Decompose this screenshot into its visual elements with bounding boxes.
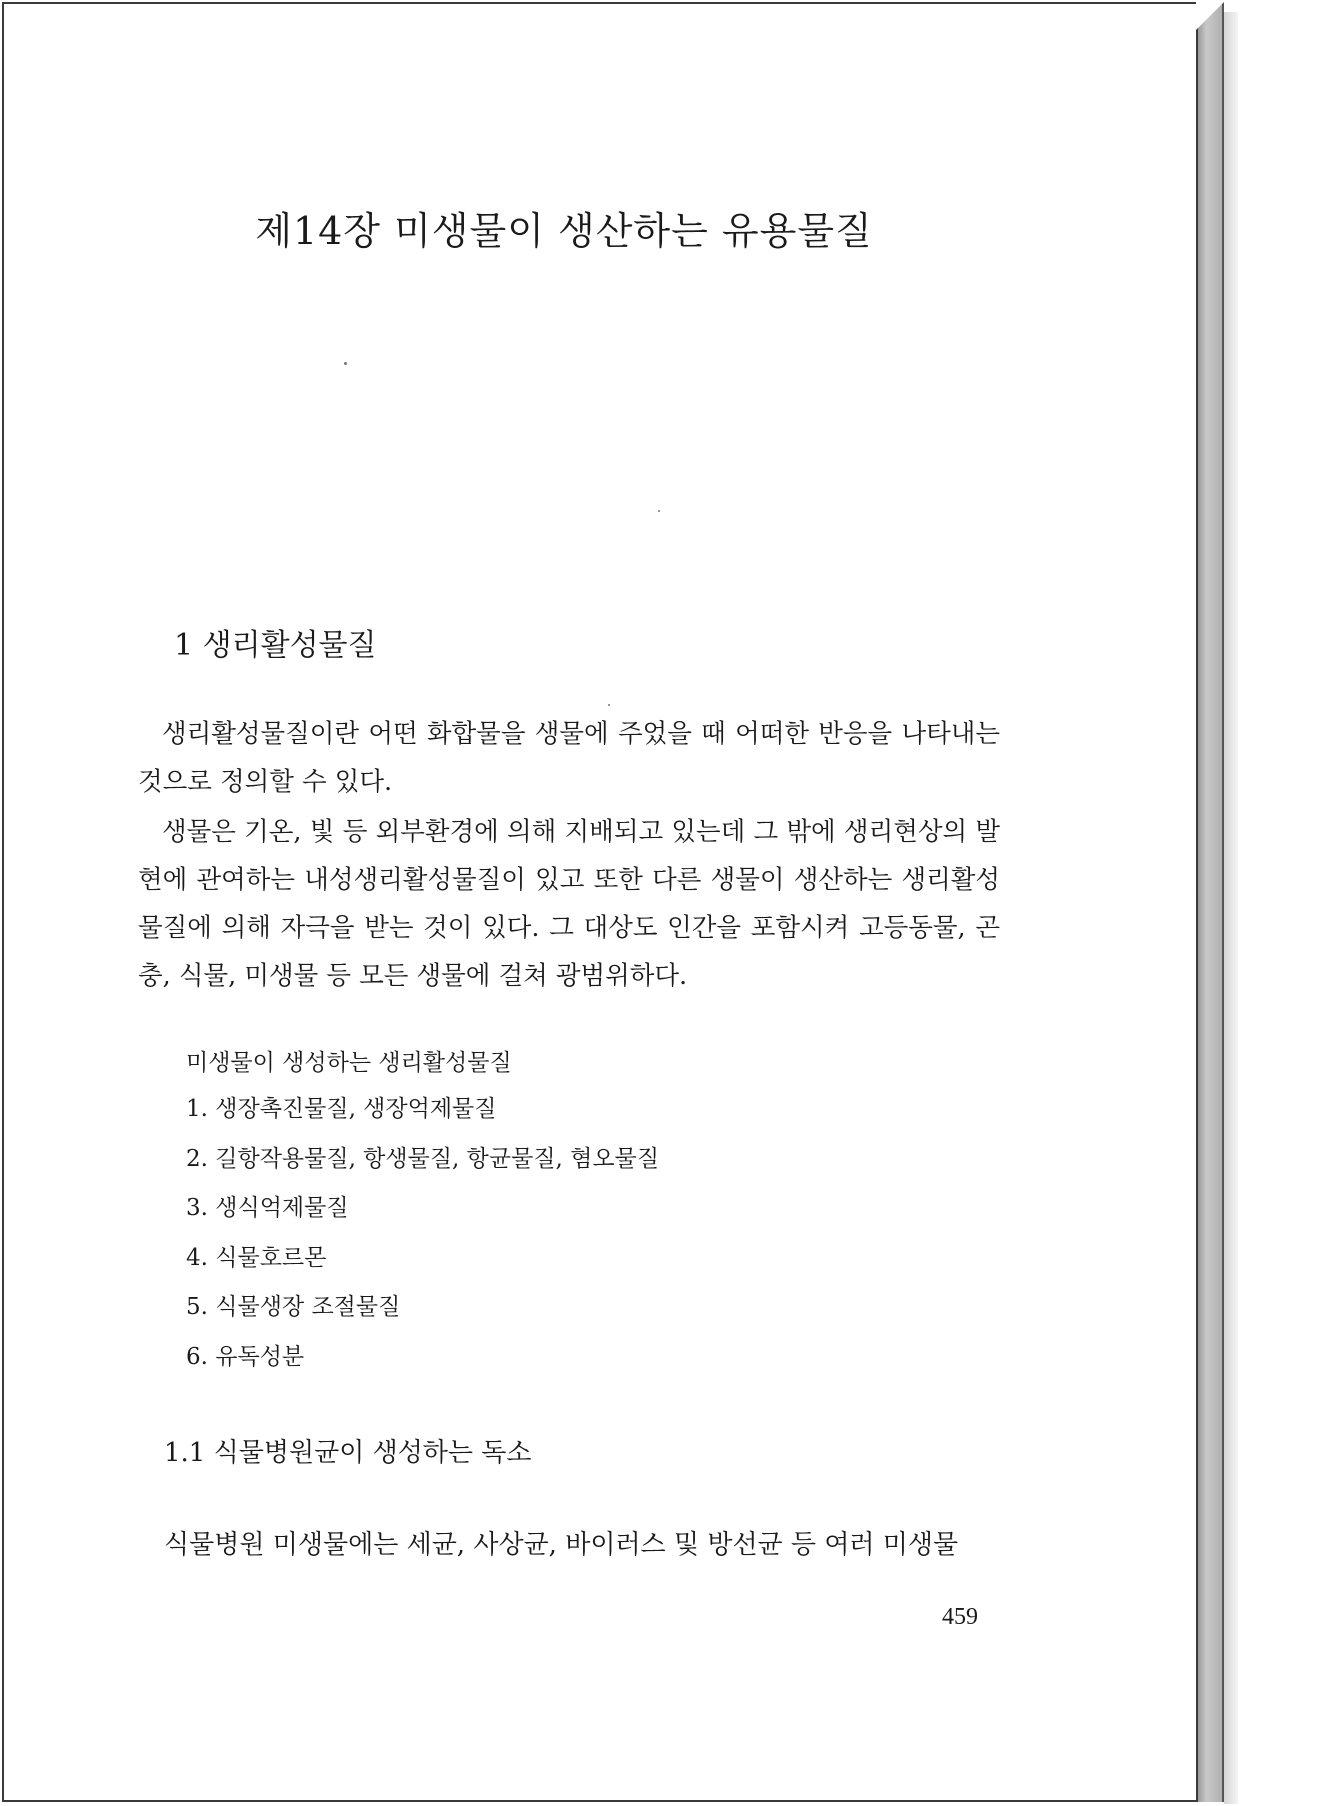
- paragraph-pathogens: 식물병원 미생물에는 세균, 사상균, 바이러스 및 방선균 등 여러 미생물: [164, 1530, 959, 1560]
- page-edge: [1196, 2, 1224, 1802]
- list-item: 1. 생장촉진물질, 생장억제물질: [186, 1096, 497, 1122]
- print-speck: [344, 362, 347, 365]
- list-item: 6. 유독성분: [186, 1343, 305, 1370]
- paragraph-definition: 생리활성물질이란 어떤 화합물을 생물에 주었을 때 어떠한 반응을 나타내는 것으로 정의할 수 있다.: [138, 719, 1000, 797]
- subsection-title: 1.1 식물병원균이 생성하는 독소: [164, 1438, 532, 1468]
- print-speck: [658, 510, 660, 512]
- list-item: 4. 식물호르몬: [186, 1244, 327, 1271]
- list-heading: 미생물이 생성하는 생리활성물질: [186, 1050, 512, 1076]
- page-shadow: [1224, 12, 1238, 1804]
- page-number: 459: [942, 1604, 978, 1630]
- print-speck: [608, 704, 610, 706]
- list-item: 3. 생식억제물질: [186, 1195, 349, 1221]
- page-edge-corner: [1196, 2, 1224, 30]
- paragraph-scope: 생물은 기온, 빛 등 외부환경에 의해 지배되고 있는데 그 밖에 생리현상의 발현에 관여하는 내성생리활성물질이 있고 또한 다른 생물이 생산하는 생리활성물질에 의해 자극을 받는 것이 있다. 그 대상도 인간을 포함시켜 고등동물, 곤충, 식물, 미생물 등 모든 생물에 걸쳐 광범위하다.: [138, 817, 1000, 991]
- list-item: 2. 길항작용물질, 항생물질, 항균물질, 혐오물질: [186, 1145, 660, 1172]
- section-title: 1 생리활성물질: [174, 628, 377, 663]
- list-item: 5. 식물생장 조절물질: [186, 1294, 401, 1320]
- substance-list: [186, 1094, 659, 1391]
- book-page: [2, 2, 1198, 1802]
- chapter-title: 제14장 미생물이 생산하는 유용물질: [255, 209, 873, 253]
